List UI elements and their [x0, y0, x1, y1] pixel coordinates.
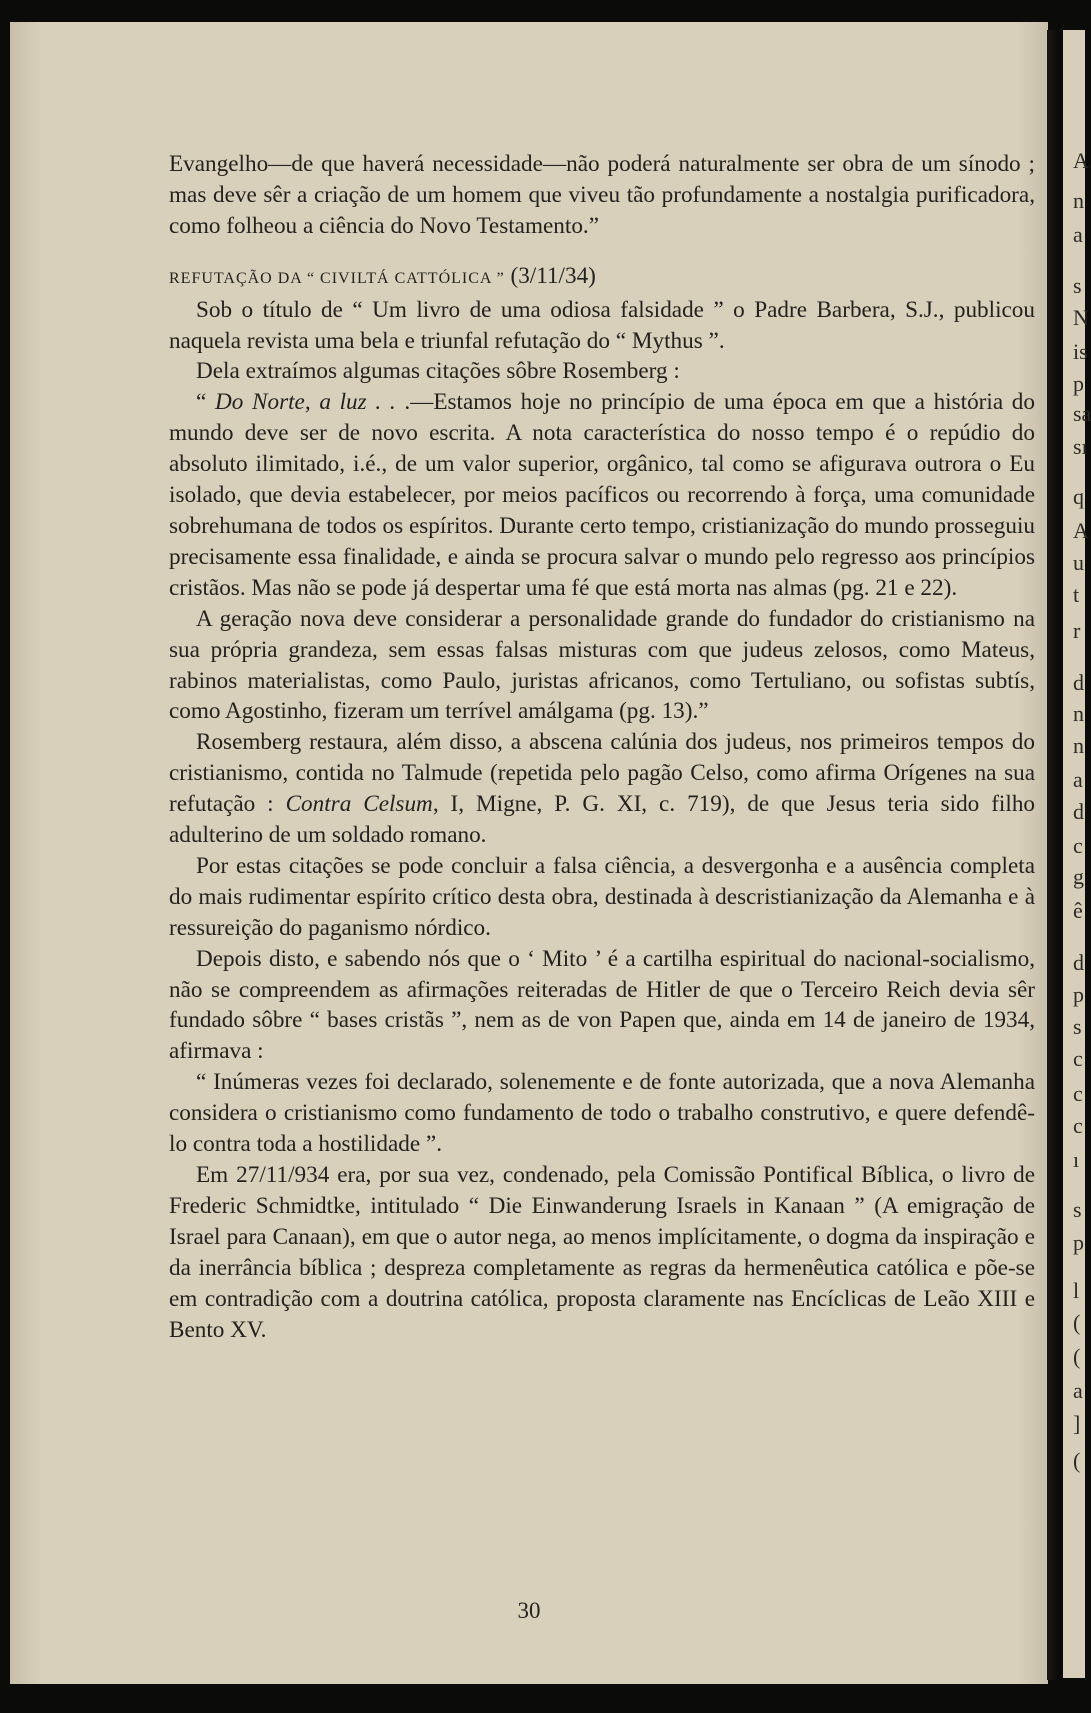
- paragraph-evangelho: Evangelho—de que haverá necessidade—não poderá naturalmente ser obra de um sínodo ; mas deve sêr a criação de um homem que viveu tão profundamente a nostalgia purificadora, como folheou a ciência do Novo Testamento.”: [169, 151, 1035, 239]
- page-body-text: [169, 149, 1035, 1345]
- adjacent-page-letter: r: [1073, 618, 1081, 643]
- adjacent-page-letter: p: [1073, 982, 1084, 1007]
- rosemberg-text-2: , I, Migne, P. G. XI, c. 719), de que Jesus teria sido filho adulterino de um soldado romano.: [169, 791, 1036, 849]
- adjacent-page-letter: q: [1073, 484, 1084, 509]
- quote-italic-title: Do Norte, a luz . .: [214, 389, 405, 416]
- adjacent-page-letter: is: [1073, 339, 1088, 364]
- adjacent-page-letter: n: [1073, 188, 1084, 213]
- adjacent-page-letter: c: [1073, 833, 1083, 858]
- adjacent-page-letter: a: [1073, 1378, 1083, 1403]
- heading-label: REFUTAÇÃO DA “ CIVILTÁ CATTÓLICA ”: [169, 269, 505, 287]
- page-number: 30: [517, 1598, 541, 1623]
- paragraph-papen-quote: “ Inúmeras vezes foi declarado, solenemente e de fonte autorizada, que a nova Alemanha considera o cristianismo como fundamento de todo o trabalho construtivo, e quere defendê-lo contra toda a hostilidade ”.: [169, 1069, 1035, 1158]
- adjacent-page-letter: a: [1073, 222, 1083, 247]
- adjacent-page-letter: c: [1073, 1081, 1083, 1106]
- adjacent-page-letter: sa: [1073, 401, 1091, 426]
- adjacent-page-letter: u: [1073, 550, 1084, 575]
- adjacent-page-letter: s: [1073, 1197, 1082, 1222]
- adjacent-page-letter: c: [1073, 1113, 1083, 1138]
- adjacent-page-letter: s: [1073, 273, 1082, 298]
- adjacent-page-letter: ]: [1073, 1411, 1081, 1436]
- adjacent-page-letter: l: [1073, 1278, 1080, 1303]
- quote-body: .—Estamos hoje no princípio de uma época em que a história do mundo deve ser de novo escrita. A nota característica do nosso tempo é o repúdio do absoluto ilimitado, i.é., de um valor superior, orgânico, tal como se afigurava outrora o Eu isolado, que devia estabelecer, por meios pacíficos ou recorrendo à força, uma comunidade sobrehumana de todos os espíritos. Durante certo tempo, cristianização do mundo prosseguiu precisamente essa finalidade, e ainda se procura salvar o mundo pelo regresso aos princípios cristãos. Mas não se pode já despertar uma fé que está morta nas almas (pg. 21 e 22).: [169, 389, 1035, 601]
- adjacent-page-letter: t: [1073, 582, 1080, 607]
- paragraph-quote-norte: [169, 387, 1035, 603]
- adjacent-page-letter: d: [1073, 670, 1084, 695]
- quote-open-mark: “: [196, 389, 215, 416]
- adjacent-page-letter: ı: [1073, 1147, 1080, 1172]
- adjacent-page-letter: A: [1073, 518, 1089, 543]
- adjacent-page-letter: s: [1073, 1014, 1082, 1039]
- adjacent-page-letter: d: [1073, 799, 1084, 824]
- adjacent-page-letter: ê: [1073, 898, 1083, 923]
- heading-date: (3/11/34): [510, 262, 596, 289]
- adjacent-page-letter: A: [1073, 148, 1089, 173]
- section-heading: [169, 261, 1035, 295]
- adjacent-page-letter: c: [1073, 1046, 1083, 1071]
- adjacent-page-letter: (: [1073, 1344, 1081, 1369]
- adjacent-page-edge: [1063, 30, 1091, 1678]
- adjacent-page-letter: p: [1073, 1230, 1084, 1255]
- adjacent-page-letter: n: [1073, 701, 1084, 726]
- adjacent-page-letter: sı: [1073, 434, 1088, 459]
- adjacent-page-letter: (: [1073, 1448, 1081, 1473]
- paragraph-citacoes: Dela extraímos algumas citações sôbre Rosemberg :: [196, 358, 680, 385]
- adjacent-page-letter: a: [1073, 767, 1083, 792]
- paragraph-rosemberg: [169, 727, 1035, 851]
- citation-contra-celsum: Contra Celsum: [285, 791, 433, 818]
- adjacent-page-letter: p: [1073, 371, 1084, 396]
- adjacent-page-letter: (: [1073, 1310, 1081, 1335]
- paragraph-depois: Depois disto, e sabendo nós que o ‘ Mito ’ é a cartilha espiritual do nacional-socialismo, não se compreendem as afirmações reiteradas de Hitler de que o Terceiro Reich devia sêr fundado sôbre “ bases cristãs ”, nem as de von Papen que, ainda em 14 de janeiro de 1934, afirmava :: [169, 945, 1035, 1065]
- adjacent-page-letter: N: [1073, 305, 1089, 330]
- adjacent-page-letter: d: [1073, 950, 1084, 975]
- book-gutter: [1047, 30, 1063, 1680]
- paragraph-barbera: Sob o título de “ Um livro de uma odiosa falsidade ” o Padre Barbera, S.J., publicou naquela revista uma bela e triunfal refutação do “ Mythus ”.: [169, 296, 1035, 354]
- rosemberg-text-1: Rosemberg restaura, além disso, a abscena calúnia dos judeus, nos primeiros tempos do cristianismo, contida no Talmude (repetida pelo pagão Celso, como afirma Orígenes na sua refutação :: [169, 729, 1035, 818]
- paragraph-schmidtke: Em 27/11/934 era, por sua vez, condenado, pela Comissão Pontifical Bíblica, o livro de Frederic Schmidtke, intitulado “ Die Einwanderung Israels in Kanaan ” (A emigração de Israel para Canaan), em que o autor nega, ao menos implícitamente, o dogma da inspiração e da inerrância bíblica ; despreza completamente as regras da hermenêutica católica e põe-se em contradição com a doutrina católica, proposta claramente nas Encíclicas de Leão XIII e Bento XV.: [169, 1162, 1035, 1343]
- paragraph-conclusao: Por estas citações se pode concluir a falsa ciência, a desvergonha e a ausência completa do mais rudimentar espírito crítico desta obra, destinada à descristianização da Alemanha e à ressureição do paganismo nórdico.: [169, 852, 1035, 941]
- paragraph-geracao: A geração nova deve considerar a personalidade grande do fundador do cristianismo na sua própria grandeza, sem essas falsas misturas com que judeus zelosos, como Mateus, rabinos materialistas, como Paulo, juristas africanos, como Tertuliano, ou sofistas subtís, como Agostinho, fizeram um terrível amálgama (pg. 13).”: [169, 605, 1035, 725]
- book-page: [10, 22, 1048, 1684]
- adjacent-page-letter: n: [1073, 733, 1084, 758]
- adjacent-page-letter: g: [1073, 864, 1084, 889]
